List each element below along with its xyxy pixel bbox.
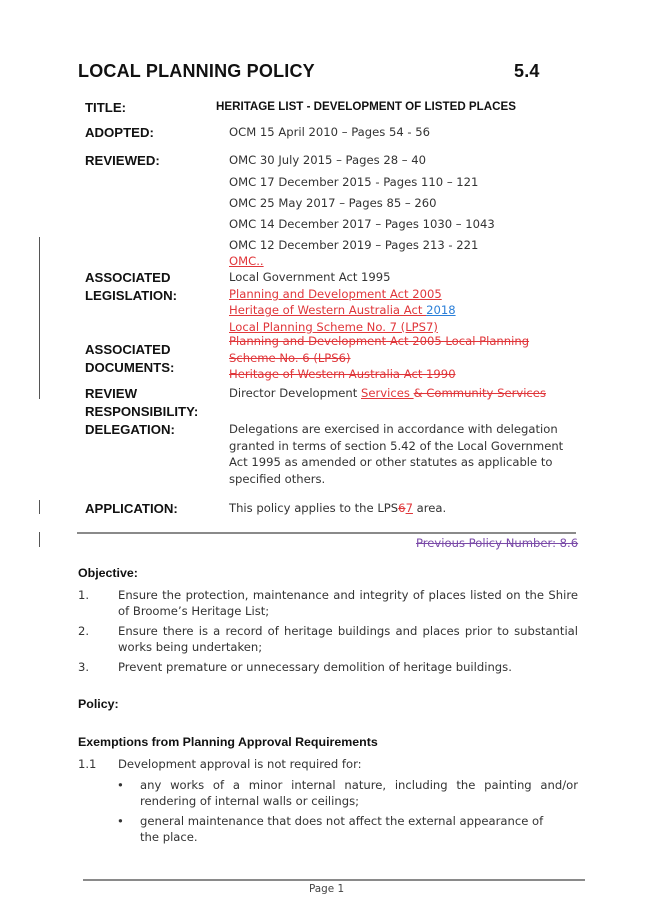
policy-number: 5.4 [514, 61, 540, 81]
footer-rule [83, 879, 585, 881]
delegation-line: Delegations are exercised in accordance with delegation [229, 422, 558, 436]
delegation-label: DELEGATION: [85, 422, 175, 437]
policy-heading: Policy: [78, 697, 119, 711]
policy-bullet [117, 813, 558, 845]
objective-item-text: Prevent premature or unnecessary demolition of heritage buildings. [118, 660, 512, 674]
review-responsibility-label [85, 385, 198, 421]
policy-clause [78, 756, 578, 772]
reviewed-item: OMC 14 December 2017 – Pages 1030 – 1043 [229, 217, 495, 231]
title-label: TITLE: [85, 100, 127, 115]
bullet-icon: • [117, 778, 124, 792]
change-bar [39, 500, 40, 514]
policy-clause-number: 1.1 [78, 757, 97, 771]
review-responsibility-prefix: Director Development [229, 386, 361, 400]
reviewed-label: REVIEWED: [85, 153, 160, 168]
objective-item-number: 2. [78, 624, 90, 638]
delegation-line: granted in terms of section 5.42 of the Local Government [229, 438, 564, 453]
reviewed-item: OMC 25 May 2017 – Pages 85 – 260 [229, 196, 437, 210]
change-bar [39, 237, 40, 399]
legislation-item-inserted: Local Planning Scheme No. 7 (LPS7) [229, 319, 438, 334]
page-number: Page 1 [309, 883, 345, 895]
previous-policy-number: Previous Policy Number: 8.6 [416, 536, 579, 550]
objective-item-text: Ensure the protection, maintenance and integrity of places listed on the Shire of Broome’s Heritage List; [118, 588, 578, 618]
legislation-label-line1: ASSOCIATED [85, 270, 171, 285]
objective-item [78, 659, 578, 675]
application-suffix: area. [412, 501, 447, 515]
legislation-list [229, 269, 456, 335]
legislation-label-line2: LEGISLATION: [85, 288, 178, 303]
change-bar [39, 532, 40, 547]
policy-clause-text: Development approval is not required for: [118, 757, 362, 771]
legislation-item-inserted: Planning and Development Act 2005 [229, 286, 442, 301]
legislation-item-text: Heritage of Western Australia Act [229, 303, 427, 318]
bullet-icon: • [117, 814, 124, 828]
delegation-line: specified others. [229, 471, 326, 486]
documents-list [229, 333, 529, 383]
reviewed-item: OMC 17 December 2015 - Pages 110 – 121 [229, 175, 479, 189]
document-title: LOCAL PLANNING POLICY [78, 61, 315, 81]
review-responsibility-label-line1: REVIEW [85, 386, 138, 401]
legislation-label [85, 269, 177, 305]
objective-item-text: Ensure there is a record of heritage buildings and places prior to substantial works being undertaken; [118, 624, 578, 654]
application-inserted: 7 [405, 501, 413, 515]
review-responsibility-label-line2: RESPONSIBILITY: [85, 404, 199, 419]
objective-item [78, 623, 578, 655]
documents-item-deleted: Scheme No. 6 (LPS6) [229, 350, 351, 365]
objective-heading: Objective: [78, 566, 138, 580]
exemptions-heading: Exemptions from Planning Approval Requirements [78, 735, 378, 749]
legislation-item: Local Government Act 1995 [229, 270, 391, 284]
documents-label-line1: ASSOCIATED [85, 342, 171, 357]
application-value [229, 500, 446, 517]
reviewed-item: OMC 12 December 2019 – Pages 213 - 221 [229, 238, 479, 252]
legislation-item-inserted [229, 302, 456, 319]
review-responsibility-deleted: & Community Services [413, 386, 546, 400]
review-responsibility-value [229, 385, 546, 402]
delegation-line: Act 1995 as amended or other statutes as applicable to [229, 455, 553, 470]
documents-item-deleted: Heritage of Western Australia Act 1990 [229, 367, 456, 382]
reviewed-inserted: OMC.. [229, 254, 264, 268]
legislation-item-year: 2018 [426, 303, 456, 318]
objective-item-number: 3. [78, 660, 90, 674]
documents-label [85, 341, 174, 377]
adopted-value: OCM 15 April 2010 – Pages 54 - 56 [229, 125, 431, 139]
adopted-label: ADOPTED: [85, 125, 154, 140]
objective-item-number: 1. [78, 588, 90, 602]
delegation-value [229, 421, 563, 487]
objective-item [78, 587, 578, 619]
application-prefix: This policy applies to the LPS [229, 501, 399, 515]
documents-item-deleted: Planning and Development Act 2005 Local Planning [229, 334, 530, 348]
application-deleted: 6 [398, 501, 406, 515]
policy-bullet [117, 777, 578, 809]
header-separator [77, 532, 576, 534]
title-value: HERITAGE LIST - DEVELOPMENT OF LISTED PLACES [216, 100, 516, 113]
application-label: APPLICATION: [85, 501, 178, 516]
policy-bullet-text: any works of a minor internal nature, including the painting and/or rendering of internal walls or ceilings; [140, 778, 578, 808]
review-responsibility-inserted: Services [361, 386, 414, 400]
reviewed-item: OMC 30 July 2015 – Pages 28 – 40 [229, 153, 427, 167]
policy-bullet-text: general maintenance that does not affect the external appearance of the place. [140, 814, 544, 844]
documents-label-line2: DOCUMENTS: [85, 360, 175, 375]
